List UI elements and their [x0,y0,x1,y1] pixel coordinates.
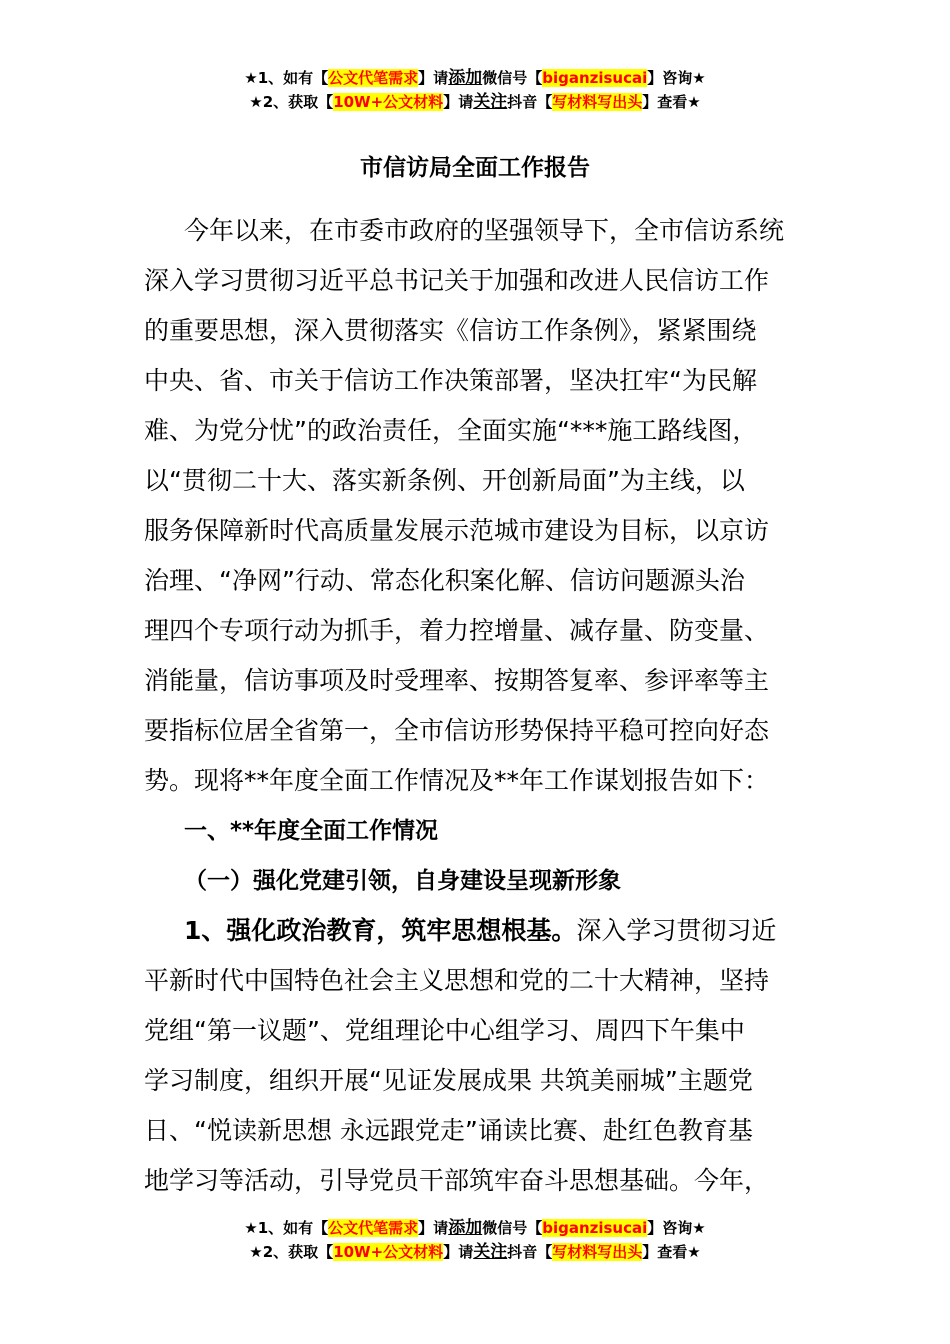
highlight-materials: 10W+公文材料 [333,1243,444,1261]
promo-text: 】查看★ [642,93,701,111]
highlight-douyin-account: 写材料写出头 [552,1243,643,1261]
paragraph-line: 今年以来，在市委市政府的坚强领导下，全市信访系统 [184,216,785,245]
promo-line-2 [0,90,950,114]
underlined-word: 添加 [448,68,483,88]
promo-text: 】请 [418,69,449,87]
item-text: 深入学习贯彻习近 [576,916,777,945]
paragraph-line: 服务保障新时代高质量发展示范城市建设为目标，以京访 [144,516,770,545]
promo-line-2 [0,1240,950,1264]
promo-text: 微信号【 [482,69,543,87]
highlight-service: 公文代笔需求 [328,1219,419,1237]
underlined-word: 关注 [473,1242,508,1262]
paragraph-line: 难、为党分忧”的政治责任，全面实施“***施工路线图， [144,416,758,445]
paragraph-line: 的重要思想，深入贯彻落实《信访工作条例》，紧紧围绕 [144,316,757,345]
paragraph-line: 平新时代中国特色社会主义思想和党的二十大精神，坚持 [144,966,770,995]
item-first-line [144,906,808,956]
underlined-word: 添加 [448,1218,483,1238]
paragraph-line: 消能量，信访事项及时受理率、按期答复率、参评率等主 [144,666,770,695]
promo-text: 微信号【 [482,1219,543,1237]
underlined-word: 关注 [473,92,508,112]
promo-text: 抖音【 [507,93,553,111]
promo-notice-bottom [0,1216,950,1264]
promo-text: 】咨询★ [647,69,706,87]
promo-line-1 [0,1216,950,1240]
promo-notice-top [0,66,950,114]
document-body [144,206,808,1206]
paragraph-line: 势。现将**年度全面工作情况及**年工作谋划报告如下： [144,766,770,795]
highlight-douyin-account: 写材料写出头 [552,93,643,111]
paragraph-line: 以“贯彻二十大、落实新条例、开创新局面”为主线，以 [144,466,745,495]
subsection-heading: （一）强化党建引领，自身建设呈现新形象 [184,868,621,894]
promo-text: 】咨询★ [647,1219,706,1237]
item-title: 1、强化政治教育，筑牢思想根基。 [184,916,577,945]
promo-text: 】查看★ [642,1243,701,1261]
promo-line-1 [0,66,950,90]
promo-text: ★1、如有【 [244,69,329,87]
promo-text: ★2、获取【 [249,93,334,111]
section-heading: 一、**年度全面工作情况 [184,818,439,844]
highlight-wechat-id: biganzisucai [542,69,648,87]
promo-text: ★2、获取【 [249,1243,334,1261]
paragraph-line: 学习制度，组织开展“见证发展成果 共筑美丽城”主题党 [144,1066,753,1095]
promo-text: 】请 [418,1219,449,1237]
paragraph-line: 深入学习贯彻习近平总书记关于加强和改进人民信访工作 [144,266,770,295]
document-title: 市信访局全面工作报告 [360,155,590,181]
promo-text: 】请 [443,93,474,111]
paragraph-line: 中央、省、市关于信访工作决策部署，坚决扛牢“为民解 [144,366,757,395]
highlight-service: 公文代笔需求 [328,69,419,87]
promo-text: 抖音【 [507,1243,553,1261]
paragraph-line: 党组“第一议题”、党组理论中心组学习、周四下午集中 [144,1016,745,1045]
paragraph-line: 日、“悦读新思想 永远跟党走”诵读比赛、赴红色教育基 [144,1116,753,1145]
paragraph-line: 治理、“净网”行动、常态化积案化解、信访问题源头治 [144,566,745,595]
paragraph-line: 理四个专项行动为抓手，着力控增量、减存量、防变量、 [144,616,770,645]
promo-text: 】请 [443,1243,474,1261]
highlight-materials: 10W+公文材料 [333,93,444,111]
highlight-wechat-id: biganzisucai [542,1219,648,1237]
paragraph-line: 要指标位居全省第一，全市信访形势保持平稳可控向好态 [144,716,770,745]
promo-text: ★1、如有【 [244,1219,329,1237]
paragraph-line: 地学习等活动，引导党员干部筑牢奋斗思想基础。今年， [144,1166,770,1195]
